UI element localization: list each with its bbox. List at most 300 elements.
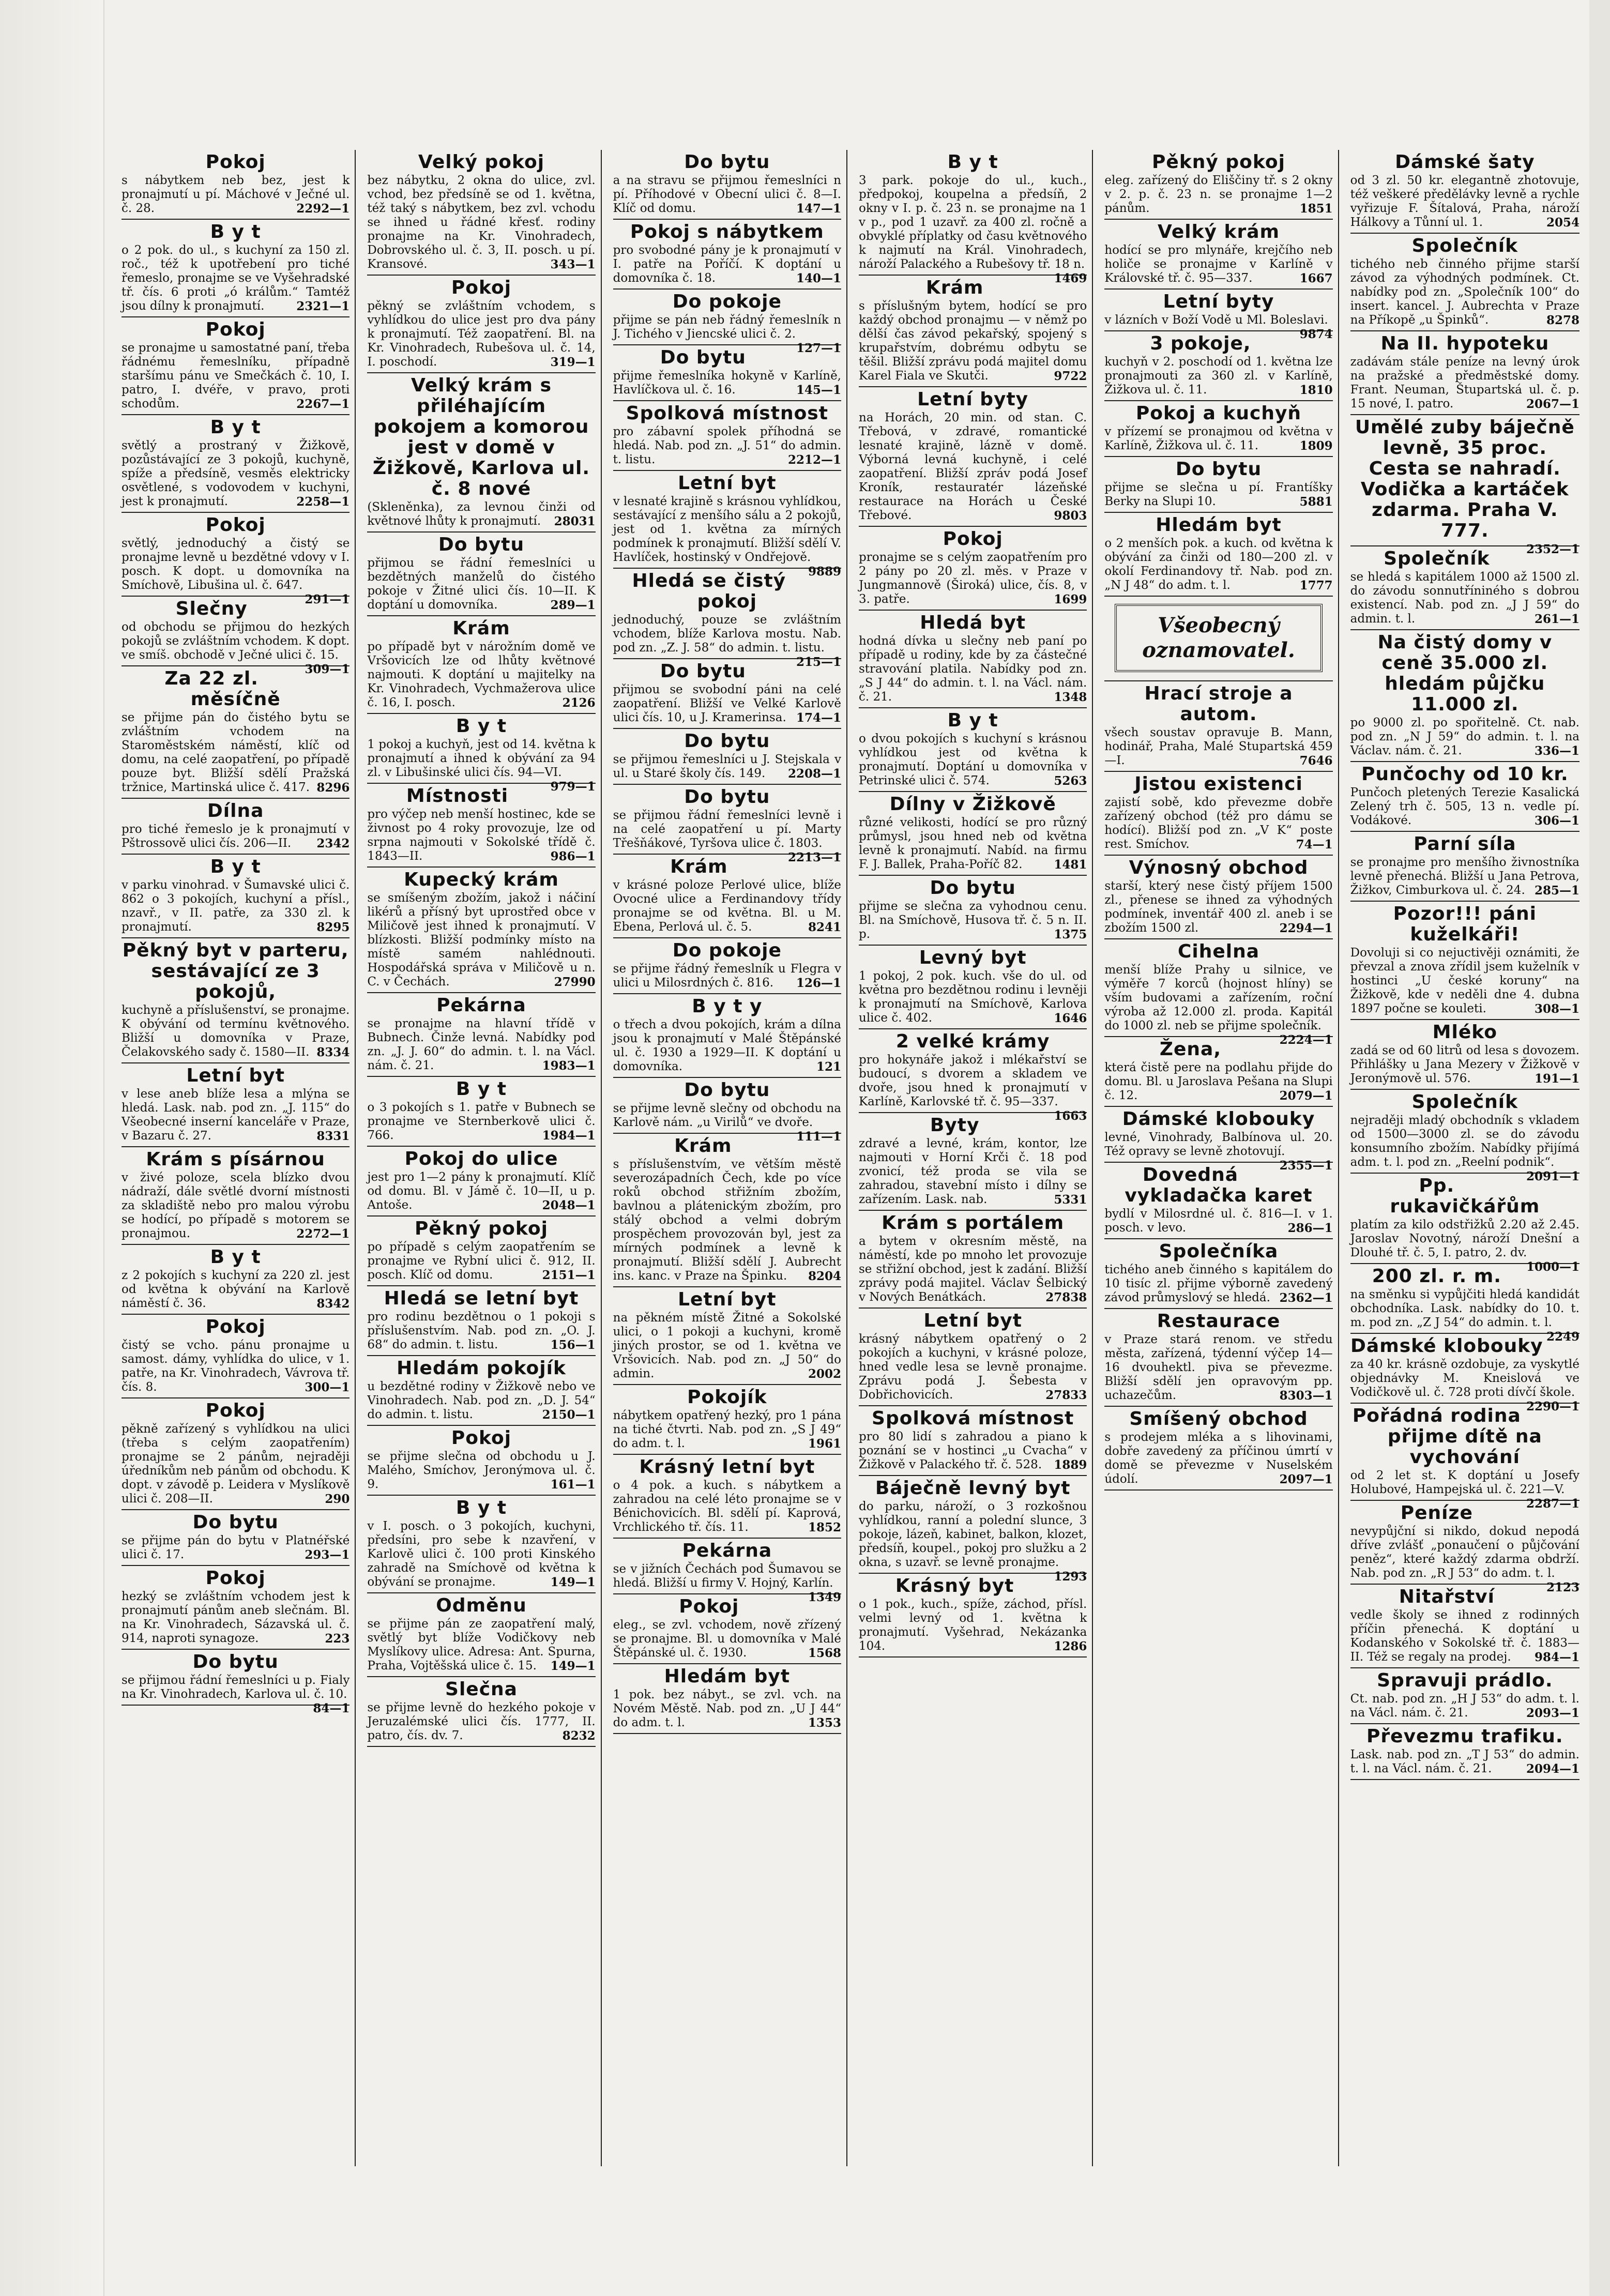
ad-text: vedle školy se ihned z rodinných příčin přenechá. K doptání u Kodanského v Sokolské tř. č. 1883—II. Též se regaly na prodej. (1350, 1608, 1579, 1664)
ad-body (121, 1269, 350, 1311)
ad-title: Pokoj (205, 514, 266, 536)
classified-ad (613, 1078, 841, 1144)
ad-body (1350, 1469, 1579, 1511)
ad-body (121, 537, 350, 606)
ad-title: Pozor!!! páni kuželkáři! (1393, 903, 1537, 945)
classified-ad (121, 1147, 350, 1245)
ad-body (121, 244, 350, 313)
classified-ad (1104, 457, 1332, 513)
ad-body (859, 1430, 1087, 1472)
ad-title: Pěkný byt v parteru, sestávající ze 3 pokojů, (122, 940, 349, 1002)
classified-ad (613, 1594, 841, 1664)
ad-body (121, 823, 350, 850)
ad-body (1350, 1114, 1579, 1183)
ad-body (859, 732, 1087, 788)
ad-body (121, 1674, 350, 1715)
ad-code: 261—1 (1534, 612, 1579, 626)
ad-title: Do bytu (1175, 459, 1262, 480)
ad-body (613, 1018, 841, 1074)
ad-text: Ct. nab. pod zn. „H J 53“ do adm. t. l. na Václ. nám. č. 21. (1350, 1692, 1579, 1720)
ad-body (859, 1332, 1087, 1402)
page-margin (0, 0, 104, 2296)
ad-code: 1984—1 (542, 1129, 596, 1143)
ad-title: Letní byty (1163, 291, 1274, 312)
ad-title: Pokoj (451, 1427, 512, 1449)
ad-code: 2150—1 (542, 1408, 596, 1422)
classified-ad (1350, 1668, 1579, 1724)
classified-ad (1104, 220, 1332, 290)
classified-ad (1350, 832, 1579, 902)
ad-body (613, 1618, 841, 1660)
ad-code: 1293 (1054, 1570, 1087, 1584)
ad-title: Krásný byt (895, 1575, 1014, 1596)
ad-body (367, 808, 595, 863)
ad-text: v parku vinohrad. v Šumavské ulici č. 862 o 3 pokojích, kuchyní a přísl., nzavř., v II. patře, za 330 zl. k pronajmutí. (121, 878, 350, 934)
classified-ad (1104, 1239, 1332, 1309)
ad-text: pěkný se zvláštním vchodem, s vyhlídkou do ulice jest pro dva pány k pronajmutí. Též zaopatření. Bl. na Kr. Vinohradech, Rubešova ul. č. 14, I. poschodí. (367, 299, 596, 369)
ad-body (1350, 1692, 1579, 1720)
ad-body (859, 1137, 1087, 1207)
classified-ad (1104, 772, 1332, 856)
classified-ad (1350, 1020, 1579, 1090)
ad-title: Pekárna (436, 995, 526, 1016)
classified-ad (1104, 1037, 1332, 1107)
classified-ad (367, 1593, 595, 1677)
ad-code: 27990 (554, 975, 596, 989)
ad-title: Pp. rukavičkářům (1390, 1175, 1540, 1217)
column-4 (854, 150, 1093, 2166)
ad-title: Společník (1411, 235, 1518, 256)
ad-code: 145—1 (796, 383, 841, 397)
ad-text: se hledá s kapitálem 1000 až 1500 zl. do závodu sonnutříniného s dobrou existencí. Nab. pod zn. „J J 59“ do admin. t. l. (1350, 570, 1579, 626)
classified-ad (1104, 513, 1332, 597)
ad-text: pro zábavní spolek příhodná se hledá. Nab. pod zn. „J. 51“ do admin. t. listu. (613, 425, 841, 466)
classified-ad (1350, 1090, 1579, 1183)
ad-code: 2224—1 (1279, 1033, 1333, 1047)
ad-title: Hledám byt (1156, 514, 1282, 536)
ad-body (121, 341, 350, 411)
ad-code: 289—1 (550, 598, 596, 612)
ad-text: platím za kilo odstřižků 2.20 až 2.45. Jaroslav Novotný, nároží Dnešní a Dlouhé tř. č. 5, I. patro, 2. dv. (1350, 1218, 1579, 1259)
classified-ad (367, 373, 595, 533)
ad-body (613, 613, 841, 669)
classified-ad (1104, 1407, 1332, 1491)
ad-title: Pěkný pokoj (415, 1218, 548, 1239)
ad-code: 2091—1 (1526, 1169, 1579, 1183)
ad-text: od 3 zl. 50 kr. elegantně zhotovuje, též veškeré předělávky levně a rychle vyřizuje F. Šítalová, Praha, nároží Hálkovy a Tůnní ul. 1. (1350, 174, 1579, 229)
ad-title: 2 velké krámy (895, 1031, 1050, 1052)
ad-code: 9874 (1299, 327, 1333, 341)
ad-title: Letní byt (923, 1310, 1022, 1331)
classified-ad (367, 993, 595, 1077)
column-3 (608, 150, 847, 2166)
classified-ad (1104, 1163, 1332, 1239)
ad-body (367, 1450, 595, 1492)
ad-code: 191—1 (1534, 1072, 1579, 1086)
ad-title: B y t (210, 221, 261, 242)
ad-text: s prodejem mléka a s lihovinami, dobře zavedený za příčinou úmrtí v domě se převezme v Nuselském údolí. (1104, 1431, 1333, 1486)
ad-title: Mléko (1432, 1022, 1497, 1043)
ad-title: Krám (670, 856, 728, 877)
ad-code: 140—1 (796, 271, 841, 285)
ad-text: na směnku si vypůjčiti hledá kandidát obchodníka. Lask. nabídky do 10. t. m. pod zn. „Z J 54“ do admin. t. l. (1350, 1288, 1579, 1329)
classified-ad (121, 1510, 350, 1566)
ad-code: 127—1 (796, 341, 841, 355)
ad-code: 8232 (562, 1729, 596, 1743)
ad-text: se přijme slečna od obchodu u J. Malého, Smíchov, Jeronýmova ul. č. 9. (367, 1450, 596, 1491)
ad-text: světlý, jednoduchý a čistý se pronajme levně u bezdětné vdovy v I. posch. K dopt. u domovníka na Smíchově, Libušina ul. č. 647. (121, 537, 350, 592)
classified-ad (613, 1539, 841, 1604)
ad-text: 3 park. pokoje do ul., kuch., předpokoj, koupelna a předsíň, 2 okny v I. p. č. 23 n. se pronajme na 1 v p., pod 1 uzavř. za 400 zl. ročně a obvyklé příplatky od času květnového k najmutí na Král. Vinohradech, nároží Palackého a Rubešovy tř. 18 n. (859, 174, 1087, 271)
ad-code: 2123 (1546, 1580, 1579, 1594)
classified-ad (367, 1217, 595, 1286)
ad-code: 2355—1 (1279, 1159, 1333, 1173)
ad-body (367, 500, 595, 528)
classified-ad (613, 1385, 841, 1455)
ad-code: 2258—1 (296, 495, 350, 509)
ad-code: 2048—1 (542, 1198, 596, 1212)
ad-title: Kupecký krám (404, 869, 559, 890)
ad-body (121, 1087, 350, 1143)
ad-code: 1983—1 (542, 1059, 596, 1073)
ad-code: 2292—1 (296, 202, 350, 216)
ad-code: 126—1 (796, 976, 841, 990)
ad-code: 2272—1 (296, 1227, 350, 1241)
ad-title: Krám s písárnou (146, 1149, 325, 1170)
ad-body (367, 891, 595, 989)
ad-text: přijmou se řádní řemeslníci u bezdětných manželů do čistého pokoje v Žitné ulici čís. 10—II. K doptání u domovníka. (367, 556, 596, 612)
classified-ad (859, 1476, 1087, 1584)
ad-text: o 2 pok. do ul., s kuchyní za 150 zl. roč., též k upotřebení pro tiché řemeslo, pronajme se ve Vyšehradské tř. čís. 6 proti „ó králům.“ Tamtéž jsou dílny k pronajmutí. (121, 244, 350, 313)
ad-title: Hledá se čistý pokoj (632, 570, 786, 612)
ad-code: 27833 (1045, 1388, 1087, 1402)
classified-ad (1350, 1174, 1579, 1274)
ad-code: 2094—1 (1526, 1762, 1579, 1776)
ad-text: se přijmou řemeslníci u J. Stejskala v ul. u Staré školy čís. 149. (613, 753, 841, 780)
classified-ad (859, 1029, 1087, 1123)
ad-title: Společník (1384, 548, 1490, 569)
ad-code: 286—1 (1287, 1221, 1333, 1235)
ad-title: Hledám byt (664, 1666, 791, 1687)
ad-text: v Praze stará renom. ve středu města, zařízená, týdenní výčep 14—16 dvouhektl. piva se převezme. Bližší sdělí jen opravovým pp. uchazečům. (1104, 1333, 1333, 1402)
ad-text: v živé poloze, scela blízko dvou nádraží, dále světlé dvorní místnosti za skladiště nebo pro malou výrobu se hodící, po případě s motorem se pronajmou. (121, 1171, 350, 1240)
classified-ad (121, 855, 350, 938)
ad-text: pěkně zařízený s vyhlídkou na ulici (třeba s celým zaopatřením) pronajme se 2 pánům, nejraději úředníkům neb pánům od obchodu. K dopt. v závodě p. Leidera v Myslíkově ulici č. 208—II. (121, 1422, 350, 1506)
ad-body (613, 495, 841, 579)
ad-text: po případě s celým zaopatřením se pronajme ve Rybní ulici č. 912, II. posch. Klíč od domu. (367, 1240, 596, 1282)
ad-title: Spolková místnost (872, 1408, 1074, 1429)
ad-text: v lesnaté krajině s krásnou vyhlídkou, sestávající z menšího sálu a 2 pokojů, jest od 1. května za mírných podmínek k pronajmutí. Bližší sdělí V. Havlíček, hostinský v Ondřejově. (613, 495, 841, 564)
ad-body (121, 1171, 350, 1241)
classified-ad (1350, 762, 1579, 832)
classified-ad (859, 387, 1087, 527)
ad-text: se přijme levně do hezkého pokoje v Jeruzalémské ulici čís. 1777, II. patro, čís. dv. 7. (367, 1701, 596, 1742)
classified-ad (859, 1406, 1087, 1476)
classified-ad (1104, 150, 1332, 220)
ad-text: s nábytkem neb bez, jest k pronajmutí u pí. Máchové v Ječné ul. č. 28. (121, 174, 350, 215)
ad-body (121, 620, 350, 676)
ad-body (613, 878, 841, 934)
ad-text: se přijme řádný řemeslník u Flegra v ulici u Milosrdných č. 816. (613, 962, 841, 990)
ad-text: se pronajme pro menšího živnostníka levně přenechá. Bližší u Jana Petrova, Žižkov, Cimburkova ul. č. 24. (1350, 856, 1579, 897)
classified-ad (613, 785, 841, 864)
classified-columns (116, 150, 1585, 2166)
ad-title: Dámské klobouky (1122, 1108, 1315, 1130)
ad-title: Pokoj (679, 1596, 739, 1617)
ad-text: tichého neb činného přijme starší závod za výhodných podmínek. Ct. nabídky pod zn. „Společník 100“ do insert. kancel. J. Aubrechta v Praze na Příkopě „u Špinků“. (1350, 257, 1579, 327)
ad-body (1350, 1748, 1579, 1776)
classified-ad (613, 938, 841, 994)
classified-ad (367, 1147, 595, 1217)
ad-code: 5263 (1054, 774, 1087, 788)
ad-title: Pokoj (943, 528, 1003, 550)
ad-title: B y t (947, 710, 998, 731)
ad-text: starší, který nese čistý příjem 1500 zl., přenese se ihned za výhodných podmínek, inventář 400 zl. aneb i se zbožím 1500 zl. (1104, 879, 1333, 935)
ad-title: Do bytu (660, 347, 746, 368)
ad-text: o 1 pok., kuch., spíže, záchod, přísl. velmi levný od 1. května k pronajmutí. Vyšehrad, Nekázanka 104. (859, 1598, 1087, 1653)
ad-body (1104, 879, 1332, 935)
ad-text: a na stravu se přijmou řemeslníci n pí. Příhodové v Obecní ulici č. 8—I. Klíč od domu. (613, 174, 841, 215)
ad-code: 5331 (1054, 1193, 1087, 1207)
ad-body (1104, 796, 1332, 852)
ad-text: v lázních v Boží Vodě u Ml. Boleslavi. (1104, 313, 1328, 327)
ad-text: pro tiché řemeslo je k pronajmutí v Pštrossově ulici čís. 206—II. (121, 823, 350, 850)
classified-ad (1350, 1404, 1579, 1511)
ad-text: menší blíže Prahy u silnice, ve výměře 7 korců (hojnost hlíny) se vším budovami a zařízením, roční výroba až 12.000 zl. proda. Kapitál do 1000 zl. neb se přijme společník. (1104, 963, 1333, 1032)
ad-text: se přijme levně slečny od obchodu na Karlově nám. „u Virilů“ ve dvoře. (613, 1102, 841, 1129)
ad-title: Do bytu (684, 151, 770, 173)
ad-title: Smíšený obchod (1129, 1408, 1308, 1430)
ad-title: Pokoj do ulice (404, 1148, 558, 1169)
ad-text: se pronajme na hlavní třídě v Bubnech. Činže levná. Nabídky pod zn. „J. J. 60“ do admin. t. l. na Václ. nám. č. 21. (367, 1017, 596, 1072)
classified-ad (1350, 546, 1579, 630)
classified-ad (121, 666, 350, 799)
ad-title: Do bytu (930, 877, 1016, 899)
ad-code: 111—1 (796, 1130, 841, 1144)
classified-ad (367, 1077, 595, 1147)
ad-title: Cihelna (1177, 941, 1260, 962)
ad-title: Báječně levný byt (875, 1478, 1071, 1499)
ad-text: zadá se od 60 litrů od lesa s dovozem. Přihlášky u Jana Mezery v Žižkově v Jeronýmově ul. 576. (1350, 1044, 1579, 1085)
ad-code: 979—1 (550, 780, 596, 794)
classified-ad (1104, 597, 1332, 681)
ad-code: 319—1 (550, 355, 596, 369)
classified-ad (613, 1455, 841, 1539)
ad-body (367, 640, 595, 710)
ad-body (121, 1422, 350, 1506)
ad-code: 2213—1 (787, 850, 841, 864)
ad-text: s příslušným bytem, hodící se pro každý obchod pronajmu — v němž po dělší čas závod pekařský, spojený s krupařstvím, dobrému odbytu se těšil. Bližší zprávu podá majitel domu Karel Fiala ve Skutči. (859, 299, 1087, 383)
ad-body (367, 1170, 595, 1212)
column-2 (362, 150, 601, 2166)
ad-body (1350, 716, 1579, 758)
ad-code: 121 (816, 1060, 841, 1074)
classified-ad (367, 714, 596, 794)
classified-ad (1350, 415, 1579, 556)
ad-title: Slečna (445, 1679, 518, 1700)
ad-body (367, 1017, 595, 1073)
ad-title: Hledá byt (920, 612, 1026, 633)
classified-ad (613, 401, 841, 471)
ad-body (1104, 1263, 1332, 1305)
ad-body (613, 1158, 841, 1283)
classified-ad (1350, 150, 1579, 234)
ad-body (121, 1003, 350, 1059)
ad-text: pro hokynáře jakož i mlékařství se budoucí, s dvorem a skladem ve dvoře, jsou hned k pronajmutí v Karlíně, Karlovské tř. č. 95—337. (859, 1053, 1087, 1108)
ad-title: Do bytu (684, 731, 770, 752)
ad-body (367, 1519, 595, 1589)
ad-body (1104, 355, 1332, 397)
ad-title: Velký krám s přiléhajícím pokojem a komorou jest v domě v Žižkově, Karlova ul. č. 8 nové (372, 375, 590, 499)
ad-title: Spolková místnost (626, 403, 828, 424)
classified-ad (1104, 1309, 1332, 1407)
classified-ad (859, 792, 1087, 876)
ad-body (1104, 425, 1332, 453)
ad-text: o dvou pokojích s kuchyní s krásnou vyhlídkou jest od května k pronajmutí. Doptání u domovníka v Petrinské ulici č. 574. (859, 732, 1087, 787)
ad-text: jednoduchý, pouze se zvláštním vchodem, blíže Karlova mostu. Nab. pod zn. „Z. J. 58“ do admin. t. listu. (613, 613, 841, 655)
ad-code: 8204 (808, 1269, 841, 1283)
ad-body (367, 1617, 595, 1673)
ad-code: 174—1 (796, 711, 841, 725)
ad-text: z 2 pokojích s kuchyní za 220 zl. jest od května k obývání na Karlově náměstí č. 36. (121, 1269, 350, 1310)
ad-code: 1469 (1054, 271, 1087, 285)
ad-body (1104, 726, 1332, 768)
ad-body (859, 1235, 1087, 1304)
ad-code: 74—1 (1296, 838, 1333, 852)
ad-title: Hledám pokojík (397, 1358, 566, 1379)
ad-title: Pěkný pokoj (1152, 151, 1285, 173)
ad-code: 2151—1 (542, 1268, 596, 1282)
ad-code: 9722 (1054, 369, 1087, 383)
ad-text: se přijme pán do čistého bytu se zvláštním vchodem na Staroměstském náměstí, klíč od domu, na celé zaopatření, po případě pouze byt. Bližší sdělí Pražská tržnice, Martinská ulice č. 417. (121, 711, 350, 794)
ad-title: Jistou existenci (1134, 773, 1303, 795)
ad-text: zajistí sobě, kdo převezme dobře zařízený obchod (též pro dámu se hodící). Bližší pod zn. „V K“ poste rest. Smíchov. (1104, 796, 1333, 851)
classified-ad (367, 616, 595, 714)
ad-body (859, 969, 1087, 1025)
column-6 (1345, 150, 1585, 2166)
ad-body (121, 711, 350, 795)
classified-ad (1104, 401, 1332, 457)
ad-code: 2079—1 (1279, 1089, 1333, 1103)
classified-ad (613, 1134, 841, 1287)
ad-text: hodná dívka u slečny neb paní po případě u rodiny, kde by za částečné stravování platila. Nabídky pod zn. „S J 44“ do admin. t. l. na Václ. nám. č. 21. (859, 634, 1087, 704)
ad-text: světlý a prostraný v Žižkově, pozůstávající ze 3 pokojů, kuchyně, spíže a předsíně, vesměs elektricky osvětlené, s vodovodem v kuchyni, jest k pronajmutí. (121, 439, 350, 508)
ad-code: 27838 (1045, 1290, 1087, 1304)
ad-body (367, 174, 595, 271)
ad-body (1350, 1218, 1579, 1274)
ad-code: 2290—1 (1526, 1400, 1579, 1413)
ad-title: Parní síla (1414, 833, 1516, 855)
ad-code: 1852 (808, 1520, 841, 1534)
classified-ad (613, 729, 841, 785)
ad-body (1350, 856, 1579, 898)
classified-ad (1350, 1585, 1579, 1668)
classified-ad (613, 1664, 841, 1734)
column-5 (1099, 150, 1339, 2166)
ad-text: se přijme pán ze zaopatření malý, světlý byt blíže Vodičkovy neb Myslíkovy ulice. Adresa: Ant. Spurna, Praha, Vojtěšská ulice č. 15. (367, 1617, 596, 1672)
ad-text: v I. posch. o 3 pokojích, kuchyni, předsíni, pro sebe k nzavření, v Karlově ulici č. 100 proti Kinského zahradě na Smíchově od května k obývání se pronajme. (367, 1519, 596, 1589)
classified-ad (121, 597, 350, 676)
ad-title: Na II. hypoteku (1380, 333, 1550, 354)
classified-ad (1350, 331, 1579, 415)
ad-code: 8334 (316, 1045, 350, 1059)
ad-body (121, 1339, 350, 1394)
ad-code: 2321—1 (296, 299, 350, 313)
ad-body (613, 174, 841, 216)
ad-code: 2342 (316, 837, 350, 850)
ad-text: se přijme pán do bytu v Platnéřské ulici č. 17. (121, 1534, 350, 1561)
ad-title: Velký krám (1157, 221, 1280, 242)
ad-title: Krám (452, 618, 510, 639)
ad-code: 1667 (1299, 271, 1333, 285)
column-1 (116, 150, 356, 2166)
classified-ad (859, 527, 1087, 611)
ad-text: přijmou se svobodní páni na celé zaopatření. Bližší ve Velké Karlově ulici čís. 10, u J. Kramerinsa. (613, 683, 841, 724)
page-edge (1589, 0, 1610, 2296)
ad-body (613, 1311, 841, 1381)
ad-body (859, 1598, 1087, 1653)
ad-text: se smíšeným zbožím, jakož i náčiní likérů a přísný byt uprostřed obce v Miličově jest ihned k pronajmutí. V blízkosti. Bližší podmínky místo na místě samém nahlédnouti. Hospodářská správa v Miličově u n. C. v Čechách. (367, 891, 596, 989)
ad-text: v přízemí se pronajmou od května v Karlíně, Žižkova ul. č. 11. (1104, 425, 1333, 452)
ad-text: pro výčep neb menší hostinec, kde se živnost po 4 roky provozuje, lze od srpna najmouti v Sokolské třídě č. 1843—II. (367, 808, 596, 863)
ad-code: 156—1 (550, 1338, 596, 1352)
ad-code: 1777 (1299, 579, 1333, 592)
ad-text: bydlí v Milosrdné ul. č. 816—I. v 1. posch. v levo. (1104, 1207, 1333, 1235)
ad-text: bez nábytku, 2 okna do ulice, zvl. vchod, bez předsíně se od 1. května, též taký s nábytkem, bez zvl. vchodu se ihned u řádné křesť. rodiny pronajme na Kr. Vinohradech, Dobrovského ul. č. 3, II. posch. u pí. Kransové. (367, 174, 596, 271)
ad-text: se v jižních Čechách pod Šumavou se hledá. Bližší u firmy V. Hojný, Karlín. (613, 1562, 841, 1590)
ad-code: 2287—1 (1526, 1497, 1579, 1511)
ad-title: Odměnu (436, 1595, 527, 1616)
ad-title: B y t (455, 1078, 507, 1100)
ad-title: B y t (947, 151, 998, 173)
ad-body (1350, 1608, 1579, 1664)
ad-code: 1809 (1299, 439, 1333, 453)
ad-title: Pořádná rodina přijme dítě na vychování (1352, 1405, 1542, 1468)
ad-body (1104, 1333, 1332, 1403)
ad-title: Pokoj s nábytkem (630, 221, 824, 242)
ad-text: 1 pok. bez nábyt., se zvl. vch. na Novém Městě. Nab. pod zn. „U J 44“ do adm. t. l. (613, 1688, 841, 1729)
ad-text: přijme řemeslníka hokyně v Karlíně, Havlíčkova ul. č. 16. (613, 369, 841, 397)
ad-body (1350, 1525, 1579, 1594)
classified-ad (859, 1113, 1087, 1211)
ad-code: 149—1 (550, 1575, 596, 1589)
ad-body (859, 174, 1087, 285)
ad-code: 147—1 (796, 202, 841, 216)
ad-body (1104, 1061, 1332, 1103)
ad-title: Za 22 zl. měsíčně (164, 668, 281, 710)
ad-body (121, 1534, 350, 1562)
ad-body (613, 1479, 841, 1534)
ad-text: o 3 pokojích s 1. patře v Bubnech se pronajme ve Sternberkově ulici č. 766. (367, 1101, 596, 1142)
classified-ad (121, 150, 350, 220)
ad-code: 984—1 (1534, 1650, 1579, 1664)
ad-code: 223 (325, 1632, 350, 1646)
ad-body (121, 1590, 350, 1646)
ad-code: 8331 (316, 1129, 350, 1143)
ad-body (1104, 313, 1333, 341)
ad-title: Krám (925, 277, 984, 298)
ad-body (1350, 355, 1579, 411)
ad-body (367, 1101, 595, 1143)
ad-body (613, 244, 841, 285)
ad-title: Pokoj (205, 1316, 266, 1337)
classified-ad (1104, 681, 1332, 772)
ad-text: nejraději mladý obchodník s vkladem od 1500—3000 zl. se do závodu konsumního zbožím. Nabídky přijímá adm. t. l. pod zn. „Reelní podnik“. (1350, 1114, 1579, 1169)
ad-title: Do bytu (684, 1079, 770, 1101)
ad-text: čistý se vcho. pánu pronajme u samost. dámy, vyhlídka do ulice, v 1. patře, na Kr. Vinohradech, Vávrova tř. čís. 8. (121, 1339, 350, 1394)
ad-title: Letní byt (678, 1289, 777, 1310)
ad-title: Letní byt (186, 1065, 285, 1086)
